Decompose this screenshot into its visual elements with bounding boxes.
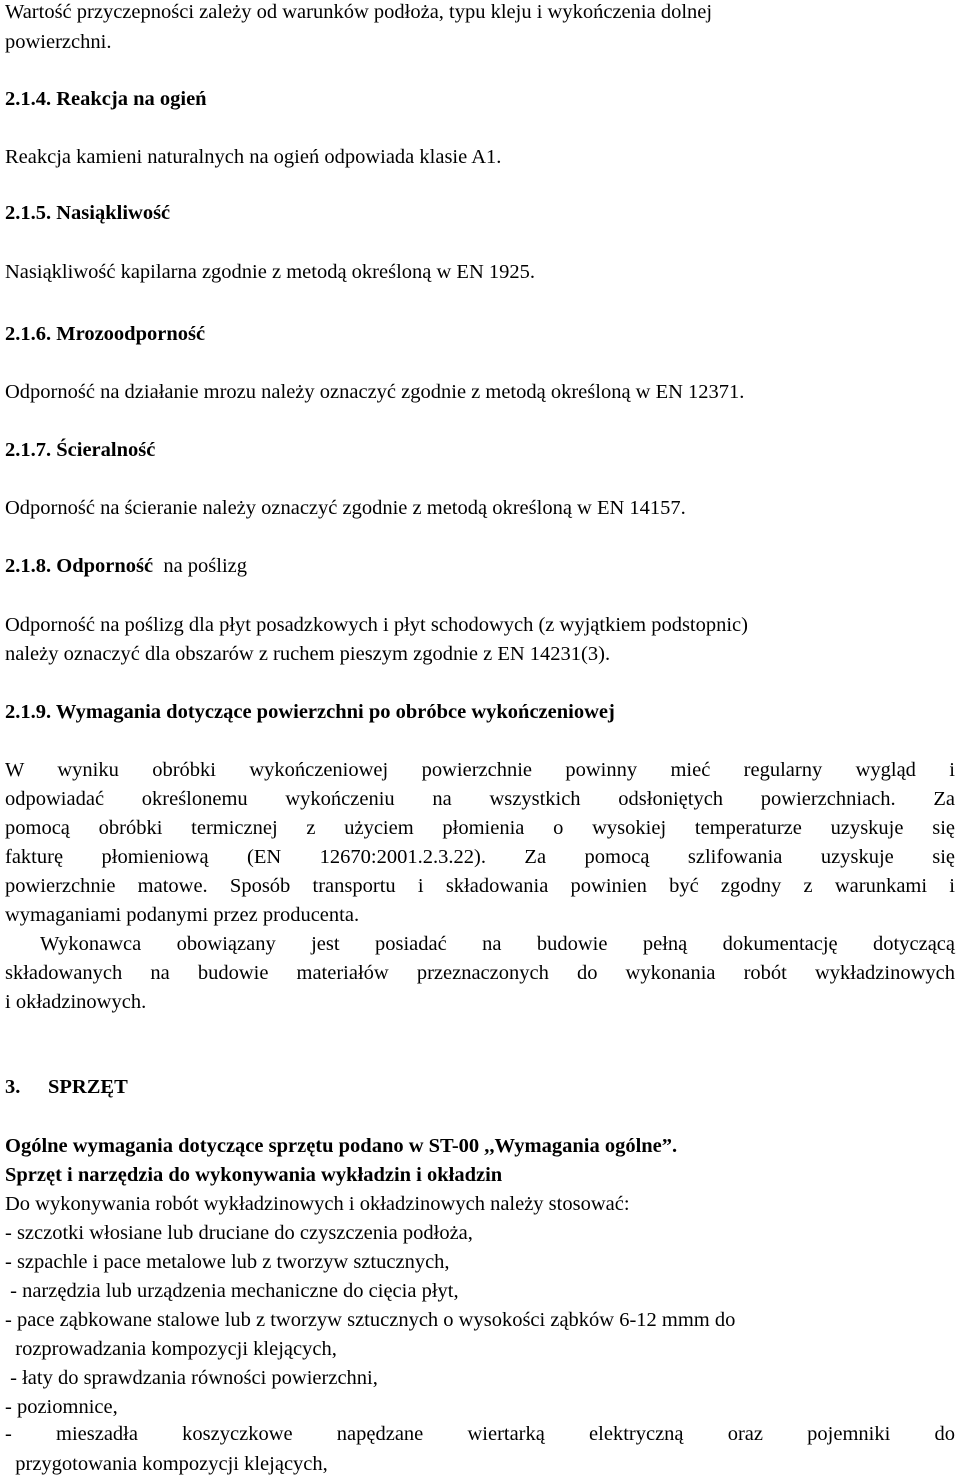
list-item: przygotowania kompozycji klejących, <box>5 1453 328 1475</box>
list-item: rozprowadzania kompozycji klejących, <box>5 1338 337 1360</box>
section-2-1-9-line: Wykonawca obowiązany jest posiadać na budowie pełną dokumentację dotyczącą <box>5 933 955 955</box>
section-3-intro: Do wykonywania robót wykładzinowych i okładzinowych należy stosować: <box>5 1193 630 1215</box>
section-3-number: 3. <box>5 1076 21 1098</box>
section-2-1-8-heading-rest: na poślizg <box>163 555 248 577</box>
section-2-1-7-heading: 2.1.7. Ścieralność <box>5 439 156 461</box>
intro-line-2: powierzchni. <box>5 31 112 53</box>
section-2-1-7-text: Odporność na ścieranie należy oznaczyć zgodnie z metodą określoną w EN 14157. <box>5 497 686 519</box>
list-item: - łaty do sprawdzania równości powierzchni, <box>5 1367 378 1389</box>
section-2-1-9-line: wymaganiami podanymi przez producenta. <box>5 904 360 926</box>
list-item: - szpachle i pace metalowe lub z tworzyw sztucznych, <box>5 1251 450 1273</box>
section-3-title: SPRZĘT <box>48 1076 128 1098</box>
section-2-1-9-line: składowanych na budowie materiałów przeznaczonych do wykonania robót wykładzinowych <box>5 962 955 984</box>
section-2-1-5-text: Nasiąkliwość kapilarna zgodnie z metodą określoną w EN 1925. <box>5 261 535 283</box>
section-2-1-6-text: Odporność na działanie mrozu należy oznaczyć zgodnie z metodą określoną w EN 12371. <box>5 381 745 403</box>
list-item: - poziomnice, <box>5 1396 118 1418</box>
intro-line-1: Wartość przyczepności zależy od warunków podłoża, typu kleju i wykończenia dolnej <box>5 1 713 23</box>
section-2-1-9-line: powierzchnie matowe. Sposób transportu i składowania powinien być zgodny z warunkami i <box>5 875 955 897</box>
section-2-1-6-heading: 2.1.6. Mrozoodporność <box>5 323 206 345</box>
section-2-1-8-heading-bold: 2.1.8. Odporność <box>5 555 154 577</box>
section-3-subheading: Sprzęt i narzędzia do wykonywania wykładzin i okładzin <box>5 1164 503 1186</box>
list-item: - narzędzia lub urządzenia mechaniczne do cięcia płyt, <box>5 1280 459 1302</box>
list-item: - szczotki włosiane lub druciane do czyszczenia podłoża, <box>5 1222 473 1244</box>
section-2-1-5-heading: 2.1.5. Nasiąkliwość <box>5 202 171 224</box>
list-item: - pace ząbkowane stalowe lub z tworzyw sztucznych o wysokości ząbków 6-12 mmm do <box>5 1309 736 1331</box>
section-2-1-4-text: Reakcja kamieni naturalnych na ogień odpowiada klasie A1. <box>5 146 502 168</box>
section-2-1-8-heading <box>5 554 247 578</box>
section-2-1-8-text-line-2: należy oznaczyć dla obszarów z ruchem pieszym zgodnie z EN 14231(3). <box>5 643 611 665</box>
section-2-1-8-text-line-1: Odporność na poślizg dla płyt posadzkowych i płyt schodowych (z wyjątkiem podstopnic) <box>5 614 748 636</box>
section-2-1-9-line: W wyniku obróbki wykończeniowej powierzchnie powinny mieć regularny wygląd i <box>5 759 955 781</box>
section-2-1-9-line: odpowiadać określonemu wykończeniu na wszystkich odsłoniętych powierzchniach. Za <box>5 788 955 810</box>
list-item: - mieszadła koszyczkowe napędzane wiertarką elektryczną oraz pojemniki do <box>5 1423 955 1445</box>
section-2-1-9-line: fakturę płomieniową (EN 12670:2001.2.3.22). Za pomocą szlifowania uzyskuje się <box>5 846 955 868</box>
section-2-1-9-line: i okładzinowych. <box>5 991 147 1013</box>
section-2-1-9-line: pomocą obróbki termicznej z użyciem płomienia o wysokiej temperaturze uzyskuje się <box>5 817 955 839</box>
section-2-1-4-heading: 2.1.4. Reakcja na ogień <box>5 88 207 110</box>
section-2-1-9-heading: 2.1.9. Wymagania dotyczące powierzchni po obróbce wykończeniowej <box>5 701 615 723</box>
section-3-general: Ogólne wymagania dotyczące sprzętu podano w ST-00 ,,Wymagania ogólne”. <box>5 1135 678 1157</box>
